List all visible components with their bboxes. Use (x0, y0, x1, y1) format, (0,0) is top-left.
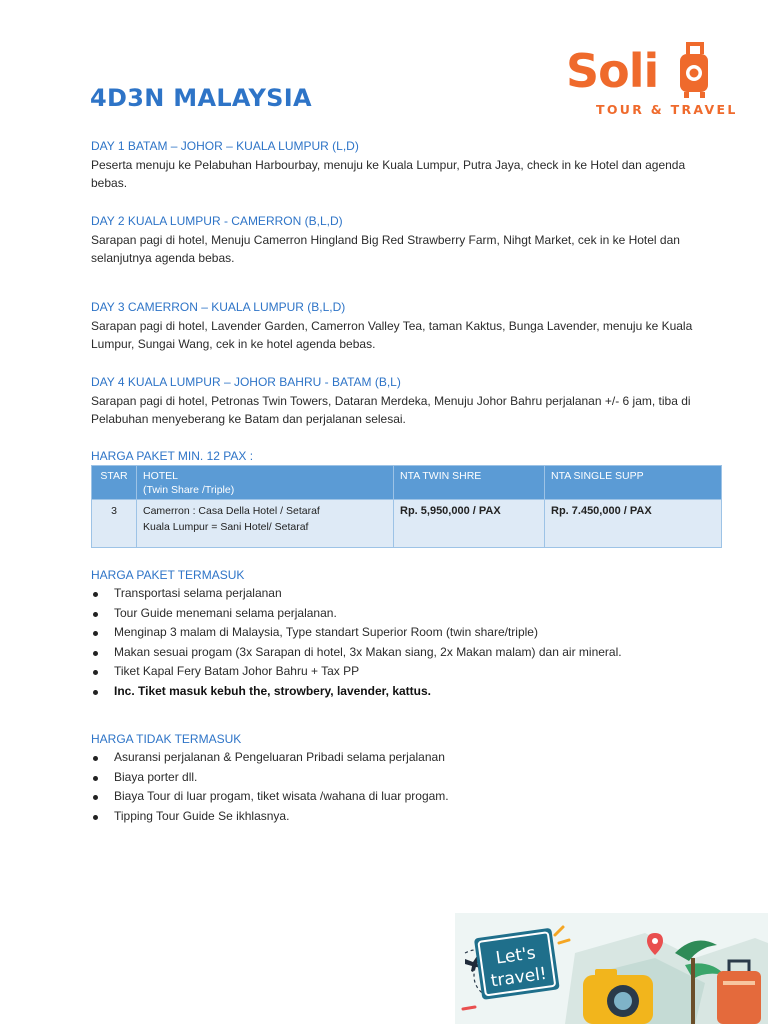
day-description: Peserta menuju ke Pelabuhan Harbourbay, menuju ke Kuala Lumpur, Putra Jaya, check in ke Hotel dan agenda bebas. (91, 157, 686, 190)
logo-wordmark: Soli (566, 44, 659, 98)
list-item (91, 768, 731, 788)
itinerary-day-4 (91, 373, 721, 429)
list-item (91, 623, 731, 643)
bullet-icon (93, 612, 98, 617)
cell-single-price: Rp. 7.450,000 / PAX (545, 500, 722, 548)
bullet-icon (93, 815, 98, 820)
excluded-heading: HARGA TIDAK TERMASUK (91, 732, 242, 746)
suitcase-icon (674, 40, 714, 102)
hotel-line-2: Kuala Lumpur = Sani Hotel/ Setaraf (143, 520, 309, 533)
bullet-icon (93, 631, 98, 636)
list-item (91, 662, 731, 682)
header-hotel (137, 466, 394, 500)
itinerary-day-3 (91, 298, 721, 354)
day-description: Sarapan pagi di hotel, Lavender Garden, Camerron Valley Tea, taman Kaktus, Bunga Lavender, menuju ke Kuala Lumpur, Sungai Wang, cek in ke hotel agenda bebas. (91, 318, 693, 351)
bullet-icon (93, 670, 98, 675)
list-item-text: Biaya porter dll. (114, 769, 198, 784)
list-item-text: Transportasi selama perjalanan (114, 586, 282, 600)
included-list (91, 584, 731, 702)
header-single: NTA SINGLE SUPP (545, 466, 722, 500)
header-star: STAR (92, 466, 137, 500)
travel-illustration (455, 913, 768, 1024)
day-description: Sarapan pagi di hotel, Menuju Camerron Hingland Big Red Strawberry Farm, Nihgt Market, cek in ke Hotel dan selanjutnya agenda bebas. (91, 232, 680, 265)
header-twin: NTA TWIN SHRE (394, 466, 545, 500)
table-header-row (92, 466, 722, 500)
list-item-text: Tiket Kapal Fery Batam Johor Bahru + Tax PP (114, 664, 360, 679)
list-item-text: Menginap 3 malam di Malaysia, Type standart Superior Room (twin share/triple) (114, 625, 538, 640)
logo-tagline: TOUR & TRAVEL (596, 102, 738, 117)
list-item (91, 643, 731, 663)
list-item-text: Tipping Tour Guide Se ikhlasnya. (114, 808, 290, 823)
lets-travel-illustration (455, 913, 768, 1024)
company-logo (566, 40, 738, 120)
list-item-text: Biaya Tour di luar progam, tiket wisata /wahana di luar progam. (114, 789, 449, 804)
cell-star: 3 (92, 500, 137, 548)
table-row (92, 500, 722, 548)
bullet-icon (93, 776, 98, 781)
cell-twin-price: Rp. 5,950,000 / PAX (394, 500, 545, 548)
itinerary-day-1 (91, 137, 721, 193)
day-heading: DAY 2 KUALA LUMPUR - CAMERRON (B,L,D) (91, 214, 343, 228)
list-item-text: Tour Guide menemani selama perjalanan. (114, 605, 337, 620)
day-heading: DAY 3 CAMERRON – KUALA LUMPUR (B,L,D) (91, 300, 346, 314)
bullet-icon (93, 651, 98, 656)
hotel-line-1: Camerron : Casa Della Hotel / Setaraf (143, 505, 320, 517)
bullet-icon (93, 690, 98, 695)
bullet-icon (93, 756, 98, 761)
list-item-text: Inc. Tiket masuk kebuh the, strowbery, lavender, kattus. (114, 683, 431, 698)
sign-text-line-1: Let's (494, 943, 537, 969)
list-item (91, 682, 731, 702)
list-item (91, 787, 731, 807)
day-heading: DAY 4 KUALA LUMPUR – JOHOR BAHRU - BATAM (B,L) (91, 375, 401, 389)
included-heading: HARGA PAKET TERMASUK (91, 568, 245, 582)
bullet-icon (93, 795, 98, 800)
sign-text-line-2: travel! (489, 963, 548, 992)
page-title: 4D3N MALAYSIA (90, 84, 312, 112)
excluded-list (91, 748, 731, 826)
bullet-icon (93, 592, 98, 597)
list-item (91, 604, 731, 624)
list-item (91, 807, 731, 827)
list-item (91, 748, 731, 768)
list-item (91, 584, 731, 604)
day-heading: DAY 1 BATAM – JOHOR – KUALA LUMPUR (L,D) (91, 139, 359, 153)
itinerary-day-2 (91, 212, 721, 268)
list-item-text: Asuransi perjalanan & Pengeluaran Pribadi selama perjalanan (114, 750, 445, 764)
price-section-label: HARGA PAKET MIN. 12 PAX : (91, 449, 254, 463)
list-item-text: Makan sesuai progam (3x Sarapan di hotel, 3x Makan siang, 2x Makan malam) dan air mineral. (114, 644, 622, 659)
price-table (91, 465, 722, 548)
day-description: Sarapan pagi di hotel, Petronas Twin Towers, Dataran Merdeka, Menuju Johor Bahru perjalanan +/- 6 jam, tiba di Pelabuhan menyeberang ke Batam dan perjalanan selesai. (91, 393, 691, 426)
header-hotel-label: HOTEL (143, 470, 179, 482)
header-hotel-sub: (Twin Share /Triple) (143, 484, 235, 496)
cell-hotel (137, 500, 394, 548)
